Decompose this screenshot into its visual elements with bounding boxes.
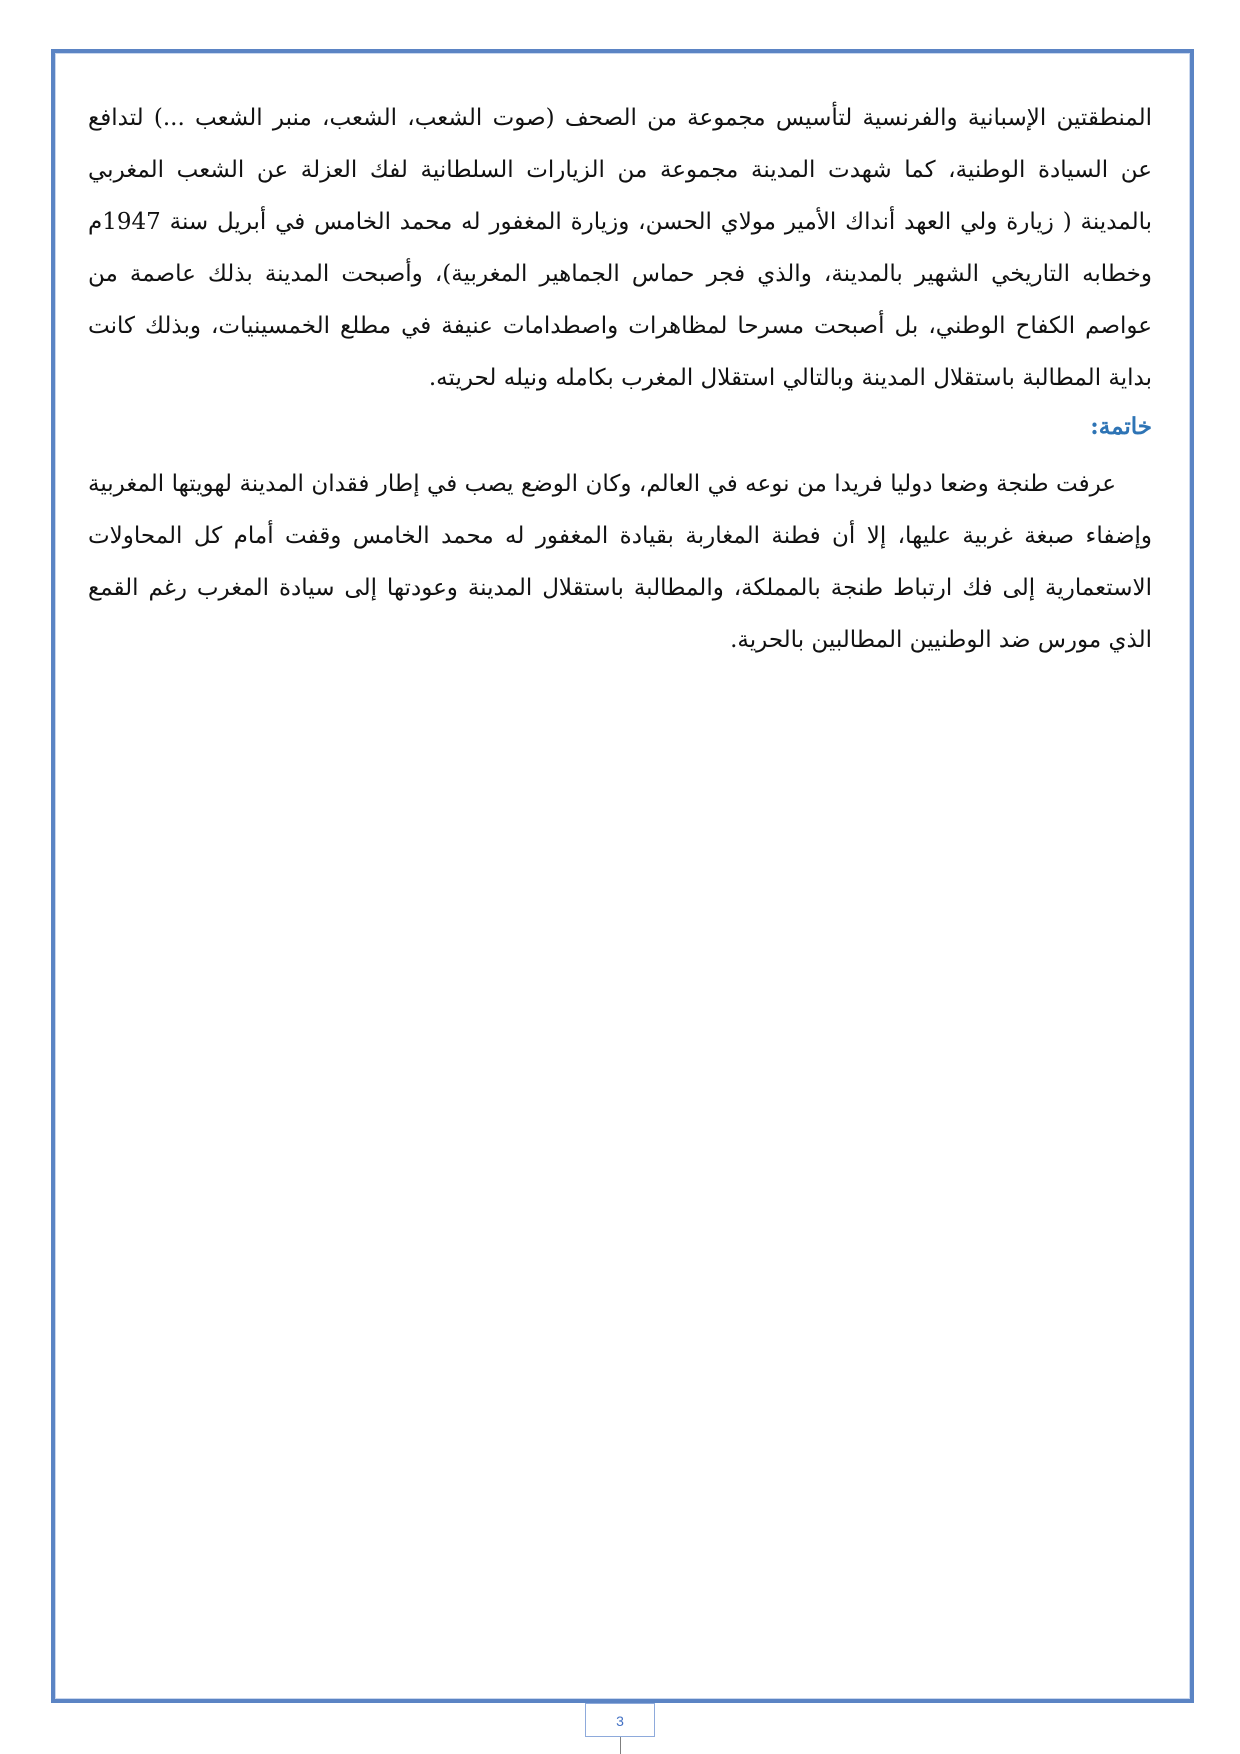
conclusion-heading: خاتمة: xyxy=(1090,413,1152,440)
page-number: 3 xyxy=(585,1703,655,1737)
document-body xyxy=(88,92,1152,666)
conclusion-paragraph: عرفت طنجة وضعا دوليا فريدا من نوعه في العالم، وكان الوضع يصب في إطار فقدان المدينة لهويتها المغربية وإضفاء صبغة غربية عليها، إلا أن فطنة المغاربة بقيادة المغفور له محمد الخامس وقفت أمام كل المحاولات الاستعمارية إلى فك ارتباط طنجة بالمملكة، والمطالبة باستقلال المدينة وعودتها إلى سيادة المغرب رغم القمع الذي مورس ضد الوطنيين المطالبين بالحرية. xyxy=(88,471,1152,653)
body-paragraph: المنطقتين الإسبانية والفرنسية لتأسيس مجموعة من الصحف (صوت الشعب، الشعب، منبر الشعب ...) لتدافع عن السيادة الوطنية، كما شهدت المدينة مجموعة من الزيارات السلطانية لفك العزلة عن الشعب المغربي بالمدينة ( زيارة ولي العهد أنداك الأمير مولاي الحسن، وزيارة المغفور له محمد الخامس في أبريل سنة 1947م وخطابه التاريخي الشهير بالمدينة، والذي فجر حماس الجماهير المغربية)، وأصبحت المدينة بذلك عاصمة من عواصم الكفاح الوطني، بل أصبحت مسرحا لمظاهرات واصطدامات عنيفة في مطلع الخمسينيات، وبذلك كانت بداية المطالبة باستقلال المدينة وبالتالي استقلال المغرب بكامله ونيله لحريته. xyxy=(88,105,1152,391)
page-number-connector xyxy=(620,1737,621,1754)
